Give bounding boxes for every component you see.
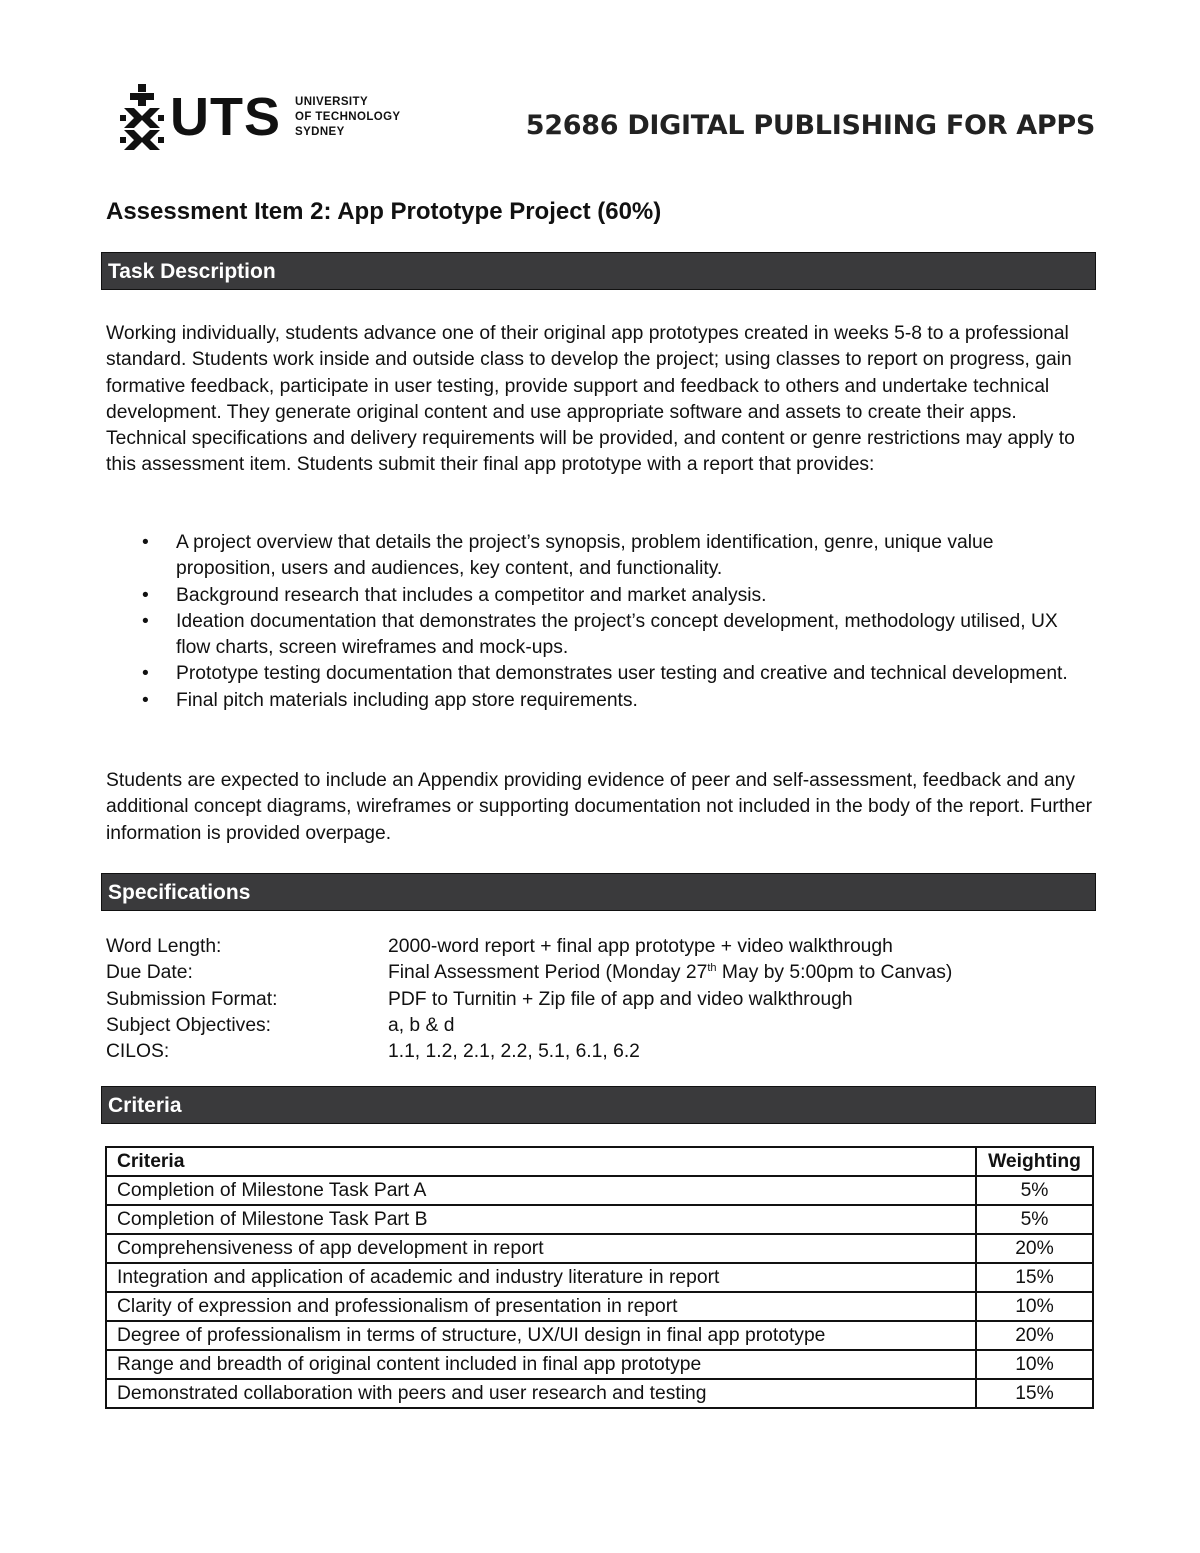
table-row — [106, 1205, 1093, 1234]
weighting-cell: 20% — [976, 1321, 1093, 1350]
criterion-cell: Degree of professionalism in terms of structure, UX/UI design in final app prototype — [106, 1321, 976, 1350]
criterion-cell: Demonstrated collaboration with peers and user research and testing — [106, 1379, 976, 1408]
spec-row-subject-objectives — [106, 1013, 1096, 1039]
list-item: • A project overview that details the project’s synopsis, problem identification, genre, unique value proposition, users and audiences, key content, and functionality. — [106, 530, 1096, 583]
university-name-line: SYDNEY — [295, 125, 345, 138]
spec-value: 1.1, 1.2, 2.1, 2.2, 5.1, 6.1, 6.2 — [388, 1041, 640, 1063]
column-header-weighting: Weighting — [976, 1147, 1093, 1176]
criterion-cell: Clarity of expression and professionalism of presentation in report — [106, 1292, 976, 1321]
weighting-cell: 5% — [976, 1205, 1093, 1234]
weighting-cell: 15% — [976, 1263, 1093, 1292]
spec-row-due-date — [106, 960, 1096, 986]
page-title: Assessment Item 2: App Prototype Project (60%) — [106, 198, 662, 225]
table-row — [106, 1350, 1093, 1379]
criterion-cell: Completion of Milestone Task Part B — [106, 1205, 976, 1234]
university-name-line: OF TECHNOLOGY — [295, 110, 401, 123]
university-name-line: UNIVERSITY — [295, 95, 369, 108]
page-header — [0, 0, 1200, 170]
spec-row-cilos — [106, 1039, 1096, 1065]
weighting-cell: 15% — [976, 1379, 1093, 1408]
university-name — [295, 95, 401, 140]
table-row — [106, 1321, 1093, 1350]
list-item: • Final pitch materials including app store requirements. — [106, 688, 1096, 714]
task-intro-paragraph: Working individually, students advance one of their original app prototypes created in weeks 5-8 to a professional standard. Students work inside and outside class to develop the project; using classes to report on progress, gain formative feedback, participate in user testing, provide support and feedback to others and undertake technical development. They generate original content and use appropriate software and assets to create their apps. Technical specifications and delivery requirements will be provided, and content or genre restrictions may apply to this assessment item. Students submit their final app prototype with a report that provides: — [106, 323, 1075, 476]
column-header-criteria: Criteria — [106, 1147, 976, 1176]
date-ordinal-suffix: th — [707, 962, 717, 975]
due-date-text-end: May by 5:00pm to Canvas) — [716, 962, 953, 984]
specifications-list — [106, 934, 1096, 1065]
weighting-cell: 5% — [976, 1176, 1093, 1205]
weighting-cell: 10% — [976, 1292, 1093, 1321]
section-heading-specifications: Specifications — [101, 873, 1096, 911]
due-date-text: Final Assessment Period (Monday 27 — [388, 962, 708, 984]
weighting-cell: 10% — [976, 1350, 1093, 1379]
spec-value: 2000-word report + final app prototype + video walkthrough — [388, 936, 893, 957]
report-requirements-list — [106, 530, 1096, 714]
uts-wordmark: UTS — [170, 87, 281, 147]
weighting-cell: 20% — [976, 1234, 1093, 1263]
spec-label: Submission Format: — [106, 988, 278, 1010]
table-row — [106, 1234, 1093, 1263]
table-row — [106, 1292, 1093, 1321]
criterion-cell: Comprehensiveness of app development in report — [106, 1234, 976, 1263]
list-item: • Prototype testing documentation that demonstrates user testing and creative and technical development. — [106, 661, 1096, 687]
task-outro-paragraph: Students are expected to include an Appendix providing evidence of peer and self-assessment, feedback and any additional concept diagrams, wireframes or supporting documentation not included in the body of the report. Further information is provided overpage. — [106, 770, 1093, 844]
section-heading-criteria: Criteria — [101, 1086, 1096, 1124]
section-heading-task-description: Task Description — [101, 252, 1096, 290]
uts-crest-icon — [120, 84, 164, 150]
uts-logo — [120, 84, 401, 150]
table-row — [106, 1176, 1093, 1205]
spec-label: CILOS: — [106, 1041, 170, 1063]
criterion-cell: Completion of Milestone Task Part A — [106, 1176, 976, 1205]
spec-label: Word Length: — [106, 936, 222, 957]
table-row — [106, 1263, 1093, 1292]
spec-value: PDF to Turnitin + Zip file of app and video walkthrough — [388, 988, 853, 1010]
criteria-table — [105, 1146, 1094, 1409]
criterion-cell: Integration and application of academic and industry literature in report — [106, 1263, 976, 1292]
list-item: • Ideation documentation that demonstrates the project’s concept development, methodology utilised, UX flow charts, screen wireframes and mock-ups. — [106, 609, 1096, 662]
spec-label: Due Date: — [106, 962, 193, 984]
spec-row-submission-format — [106, 987, 1096, 1013]
table-header-row — [106, 1147, 1093, 1176]
list-item: • Background research that includes a competitor and market analysis. — [106, 583, 1096, 609]
spec-label: Subject Objectives: — [106, 1014, 272, 1036]
criterion-cell: Range and breadth of original content included in final app prototype — [106, 1350, 976, 1379]
table-row — [106, 1379, 1093, 1408]
course-title: 52686 DIGITAL PUBLISHING FOR APPS — [525, 110, 1095, 141]
spec-value: a, b & d — [388, 1014, 455, 1036]
spec-value — [388, 960, 952, 986]
spec-row-word-length — [106, 934, 1096, 960]
